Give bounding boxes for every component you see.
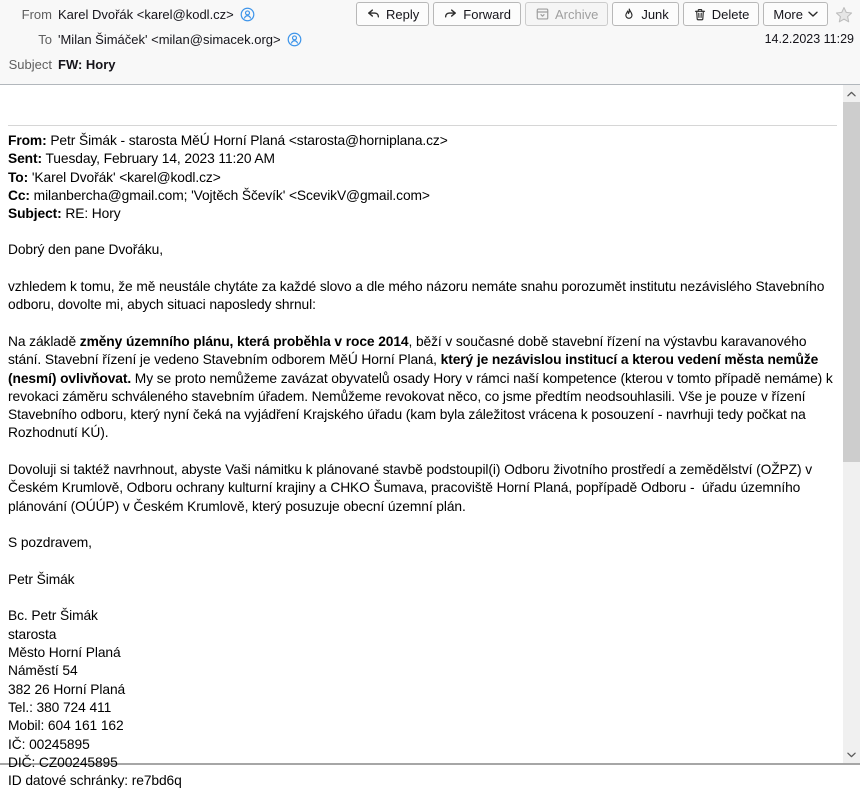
message-body	[0, 85, 843, 790]
subject-row	[0, 57, 116, 72]
scroll-down-arrow-icon[interactable]	[843, 746, 860, 763]
trash-icon	[693, 7, 707, 22]
quoted-subject-line: Subject: RE: Hory	[8, 206, 121, 222]
more-button[interactable]	[763, 2, 828, 26]
sender-name: Petr Šimák	[8, 571, 75, 587]
forward-button[interactable]	[433, 2, 521, 26]
signature-line: Náměstí 54	[8, 663, 78, 679]
quoted-cc-line: Cc: milanbercha@gmail.com; 'Vojtěch Ščevík' <ScevikV@gmail.com>	[8, 187, 430, 203]
delete-label: Delete	[711, 6, 750, 22]
chevron-down-icon	[808, 11, 818, 18]
vertical-scrollbar[interactable]	[843, 85, 860, 763]
greeting: Dobrý den pane Dvořáku,	[8, 242, 163, 258]
junk-flame-icon	[622, 7, 636, 22]
quote-divider	[8, 125, 837, 126]
archive-button[interactable]	[525, 2, 608, 26]
signature-line: ID datové schránky: re7bd6q	[8, 773, 182, 789]
quoted-sent-line: Sent: Tuesday, February 14, 2023 11:20 AM	[8, 151, 275, 167]
from-address[interactable]: Karel Dvořák <karel@kodl.cz>	[58, 7, 234, 22]
signature-line: IČ: 00245895	[8, 736, 90, 752]
signature-line: Město Horní Planá	[8, 645, 121, 661]
subject-label: Subject	[8, 57, 52, 72]
archive-icon	[535, 7, 550, 21]
archive-label: Archive	[554, 6, 599, 22]
signature-line: DIČ: CZ00245895	[8, 754, 118, 770]
to-row	[0, 32, 302, 47]
junk-button[interactable]	[612, 2, 678, 26]
junk-label: Junk	[641, 6, 669, 22]
scrollbar-thumb[interactable]	[843, 102, 860, 462]
contact-icon[interactable]	[287, 32, 302, 47]
subject-value: FW: Hory	[58, 57, 116, 72]
signature-line: starosta	[8, 626, 57, 642]
from-label: From	[21, 7, 52, 22]
delete-button[interactable]	[683, 2, 760, 26]
message-body-pane	[0, 85, 860, 789]
reply-button[interactable]	[356, 2, 429, 26]
more-label: More	[773, 6, 803, 22]
scroll-up-arrow-icon[interactable]	[843, 85, 860, 102]
quoted-header-block	[8, 132, 837, 223]
signature-line: 382 26 Horní Planá	[8, 681, 126, 697]
reply-icon	[366, 7, 381, 21]
signature-line: Tel.: 380 724 411	[8, 699, 112, 715]
paragraph-main: Na základě změny územního plánu, která proběhla v roce 2014, běží v současné době stavební řízení na výstavbu karavanového stání. Stavební řízení je vedeno Stavebním odborem MěÚ Horní Planá, který je nezávislou institucí a kterou vedení města nemůže (nesmí) ovlivňovat. My se proto nemůžeme zavázat obyvatelů osady Hory v rámci naší kompetence (kterou v tomto případě nemáme) k revokaci záměru schváleného stavebním úřadem. Nemůžeme revokovat něco, co jsme předtím neodsouhlasili. Vše je pouze v řízení Stavebního odboru, který nyní čeká na vyjádření Krajského úřadu (kam byla záležitost vrácena k posouzení - navrhuji tedy počkat na Rozhodnutí KÚ).	[8, 333, 837, 441]
from-row	[0, 7, 255, 22]
forward-label: Forward	[463, 6, 511, 22]
message-toolbar	[356, 2, 828, 26]
contact-icon[interactable]	[240, 7, 255, 22]
signature-line: Bc. Petr Šimák	[8, 608, 98, 624]
message-date: 14.2.2023 11:29	[764, 32, 854, 46]
quoted-to-line: To: 'Karel Dvořák' <karel@kodl.cz>	[8, 169, 221, 185]
to-label: To	[38, 32, 52, 47]
message-header	[0, 0, 860, 85]
signature-line: Mobil: 604 161 162	[8, 718, 124, 734]
signature-block	[8, 607, 837, 790]
quoted-from-line: From: Petr Šimák - starosta MěÚ Horní Planá <starosta@horniplana.cz>	[8, 133, 448, 148]
to-address[interactable]: 'Milan Šimáček' <milan@simacek.org>	[58, 32, 281, 47]
paragraph-intro: vzhledem k tomu, že mě neustále chytáte za každé slovo a dle mého názoru nemáte snahu porozumět institutu nezávislého Stavebního odboru, dovolte mi, abych situaci naposledy shrnul:	[8, 279, 828, 313]
closing: S pozdravem,	[8, 535, 92, 551]
reply-label: Reply	[386, 6, 420, 22]
forward-icon	[443, 7, 458, 21]
paragraph-suggestion: Dovoluji si taktéž navrhnout, abyste Vaši námitku k plánované stavbě podstoupil(i) Odboru životního prostředí a zemědělství (OŽPZ) v Českém Krumlově, Odboru ochrany kulturní krajiny a CHKO Šumava, pracoviště Horní Planá, popřípadě Odboru - úřadu územního plánování (OÚÚP) v Českém Krumlově, který posuzuje obecní územní plán.	[8, 462, 816, 514]
star-icon[interactable]	[835, 6, 853, 24]
